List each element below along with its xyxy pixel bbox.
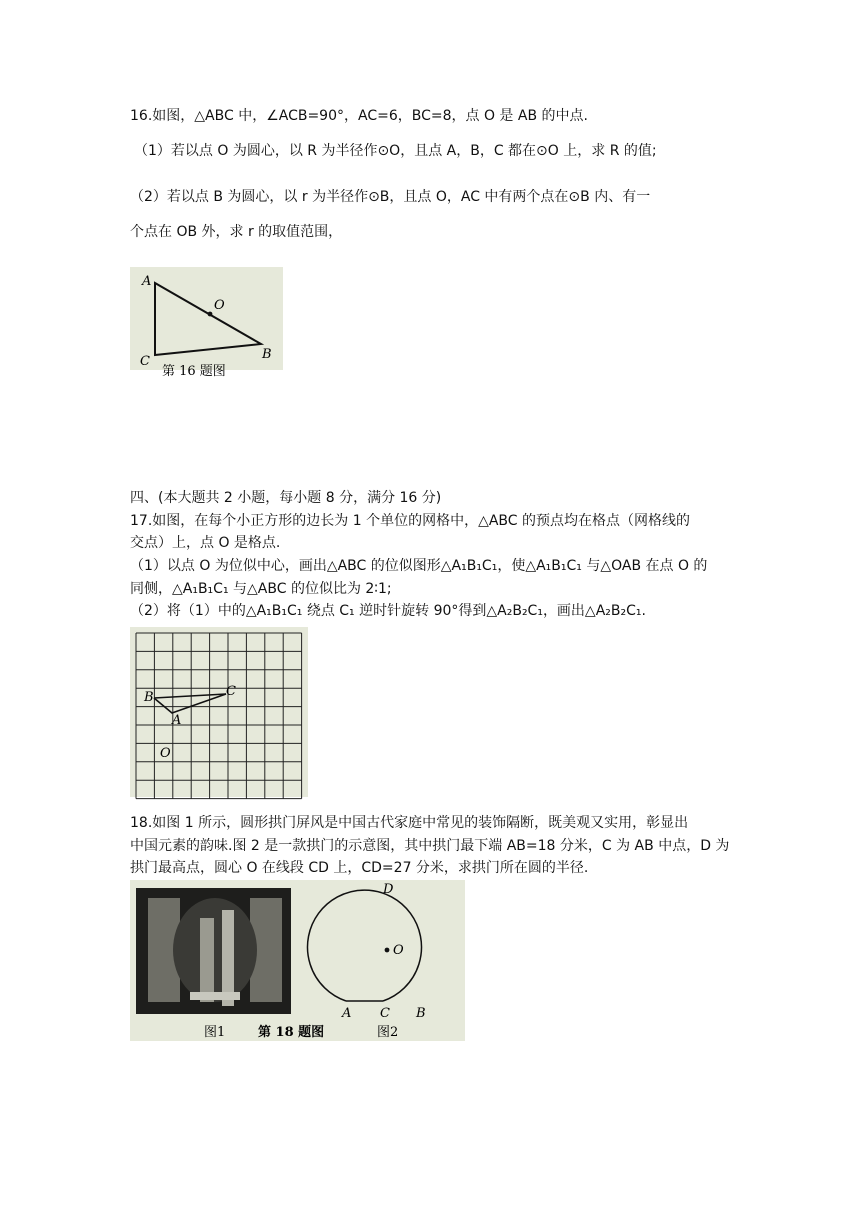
section4-heading: 四、(本大题共 2 小题，每小题 8 分，满分 16 分)	[130, 490, 442, 506]
triangle-abc	[154, 694, 226, 713]
q18-diagram	[130, 880, 465, 1041]
label-b: B	[144, 690, 154, 705]
label-c: C	[226, 684, 236, 699]
arch-screen-photo	[136, 888, 291, 1014]
label-b: B	[416, 1006, 426, 1021]
label-d: D	[383, 882, 394, 897]
label-o: O	[393, 943, 404, 958]
point-o	[385, 948, 390, 953]
q18-line3: 拱门最高点，圆心 O 在线段 CD 上，CD=27 分米，求拱门所在圆的半径.	[130, 860, 589, 876]
q16-caption: 第 16 题图	[162, 364, 226, 379]
q16-title: 16.如图，△ABC 中，∠ACB=90°，AC=6，BC=8，点 O 是 AB 的中点.	[130, 108, 588, 124]
label-a: A	[172, 713, 182, 728]
q17-line2: 交点）上，点 O 是格点.	[130, 535, 281, 551]
label-c: C	[140, 354, 150, 369]
q16-part1: （1）若以点 O 为圆心，以 R 为半径作⊙O，且点 A，B，C 都在⊙O 上，求 R 的值;	[134, 143, 657, 159]
label-b: B	[262, 347, 272, 362]
square-grid	[136, 633, 302, 799]
q16-part2-line2: 个点在 OB 外，求 r 的取值范围，	[130, 224, 343, 240]
q16-triangle-diagram	[130, 267, 283, 379]
q16-figure	[130, 267, 283, 379]
q17-part1-a: （1）以点 O 为位似中心，画出△ABC 的位似图形△A₁B₁C₁，使△A₁B₁C₁ 与△OAB 在点 O 的	[130, 558, 708, 574]
label-a: A	[142, 274, 152, 289]
arch-circle	[308, 890, 422, 1001]
q17-figure	[130, 627, 308, 797]
q18-line1: 18.如图 1 所示，圆形拱门屏风是中国古代家庭中常见的装饰隔断，既美观又实用，彰显出	[130, 815, 689, 831]
q17-part2: （2）将（1）中的△A₁B₁C₁ 绕点 C₁ 逆时针旋转 90°得到△A₂B₂C₁，画出△A₂B₂C₁.	[130, 603, 646, 619]
label-c: C	[380, 1006, 390, 1021]
q18-figure	[130, 880, 465, 1041]
point-o	[208, 312, 213, 317]
caption-fig1: 图1	[204, 1025, 226, 1040]
label-o: O	[214, 298, 225, 313]
q16-part2-line1: （2）若以点 B 为圆心，以 r 为半径作⊙B，且点 O，AC 中有两个点在⊙B 内、有一	[130, 189, 651, 205]
caption-fig2: 图2	[377, 1025, 399, 1040]
q17-part1-b: 同侧，△A₁B₁C₁ 与△ABC 的位似比为 2∶1;	[130, 581, 392, 597]
label-o: O	[160, 746, 171, 761]
triangle-abc	[155, 283, 261, 355]
caption-main: 第 18 题图	[258, 1025, 325, 1040]
q18-line2: 中国元素的韵味.图 2 是一款拱门的示意图，其中拱门最下端 AB=18 分米，C 为 AB 中点，D 为	[130, 838, 730, 854]
q17-grid-diagram	[130, 627, 308, 797]
q17-line1: 17.如图，在每个小正方形的边长为 1 个单位的网格中，△ABC 的预点均在格点（网格线的	[130, 513, 690, 529]
label-a: A	[342, 1006, 352, 1021]
